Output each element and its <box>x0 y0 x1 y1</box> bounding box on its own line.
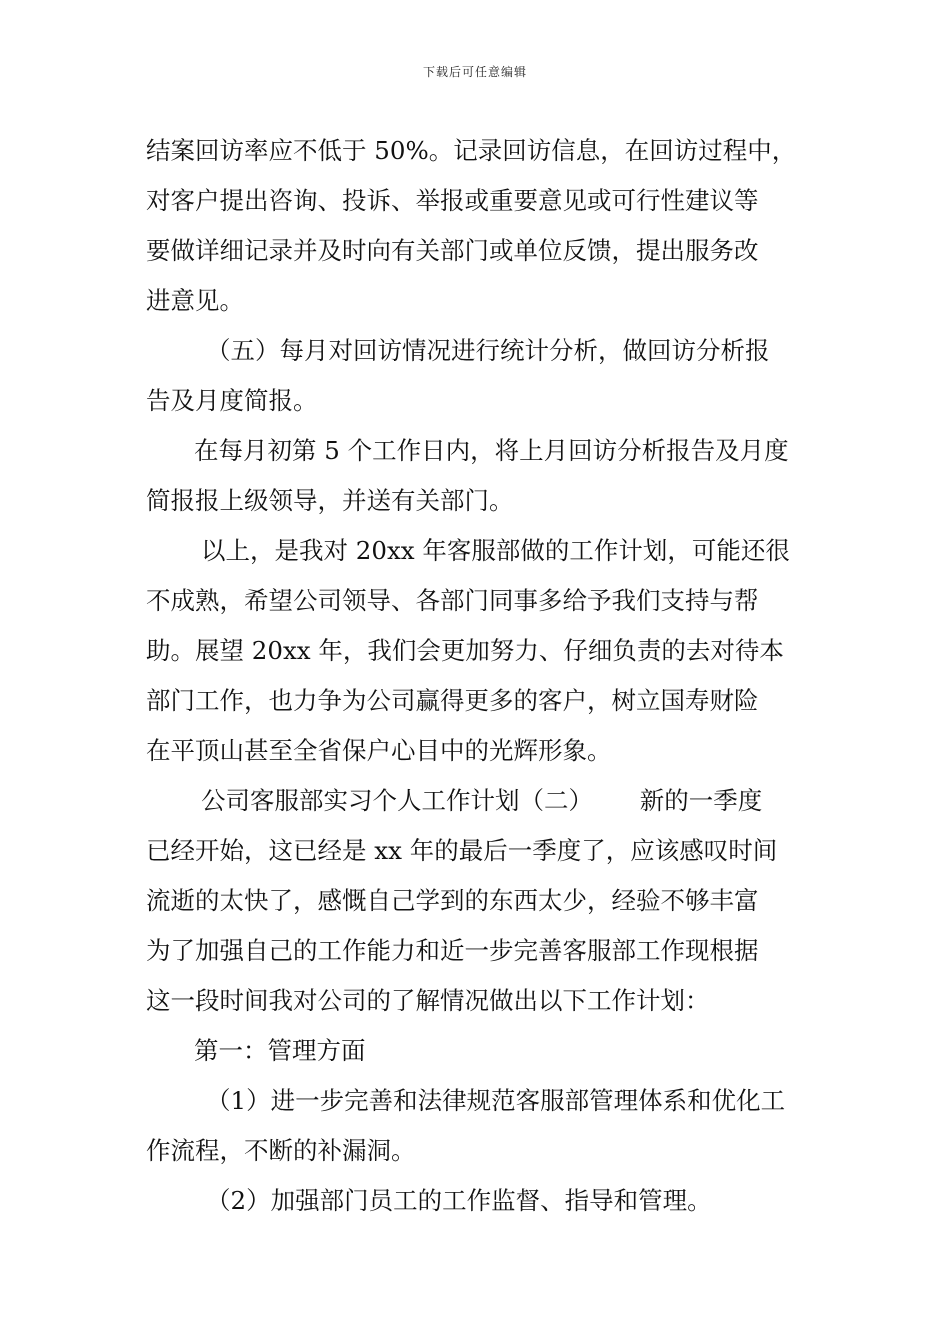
text-line: 作流程，不断的补漏洞。 <box>146 1136 416 1165</box>
document-body <box>146 126 810 1226</box>
text-line: 以上，是我对 20xx 年客服部做的工作计划，可能还很 <box>201 536 790 565</box>
section-heading-line: 公司客服部实习个人工作计划（二） 新的一季度 <box>201 786 763 815</box>
text-line: 简报报上级领导，并送有关部门。 <box>146 486 514 515</box>
text-line: 在每月初第 5 个工作日内，将上月回访分析报告及月度 <box>194 436 789 465</box>
text-line: 助。展望 20xx 年，我们会更加努力、仔细负责的去对待本 <box>146 636 784 665</box>
text-line: 这一段时间我对公司的了解情况做出以下工作计划： <box>146 986 710 1015</box>
text-line: （1）进一步完善和法律规范客服部管理体系和优化工 <box>206 1086 786 1115</box>
text-line: 在平顶山甚至全省保户心目中的光辉形象。 <box>146 736 612 765</box>
text-line: （2）加强部门员工的工作监督、指导和管理。 <box>206 1186 712 1215</box>
text-line: （五）每月对回访情况进行统计分析，做回访分析报 <box>206 336 770 365</box>
text-line: 部门工作，也力争为公司赢得更多的客户，树立国寿财险 <box>146 686 759 715</box>
text-line: 已经开始，这已经是 xx 年的最后一季度了，应该感叹时间 <box>146 836 778 865</box>
page-header: 下载后可任意编辑 <box>422 65 527 79</box>
text-line: 不成熟，希望公司领导、各部门同事多给予我们支持与帮 <box>146 586 759 615</box>
text-line: 要做详细记录并及时向有关部门或单位反馈，提出服务改 <box>146 236 759 265</box>
text-line: 流逝的太快了，感慨自己学到的东西太少，经验不够丰富 <box>146 886 759 915</box>
text-line: 结案回访率应不低于 50%。记录回访信息，在回访过程中， <box>146 136 797 165</box>
text-line: 为了加强自己的工作能力和近一步完善客服部工作现根据 <box>146 936 759 965</box>
text-line: 告及月度简报。 <box>146 386 318 415</box>
subheading-line: 第一：管理方面 <box>194 1036 366 1065</box>
text-line: 对客户提出咨询、投诉、举报或重要意见或可行性建议等 <box>146 186 759 215</box>
text-line: 进意见。 <box>146 286 244 315</box>
